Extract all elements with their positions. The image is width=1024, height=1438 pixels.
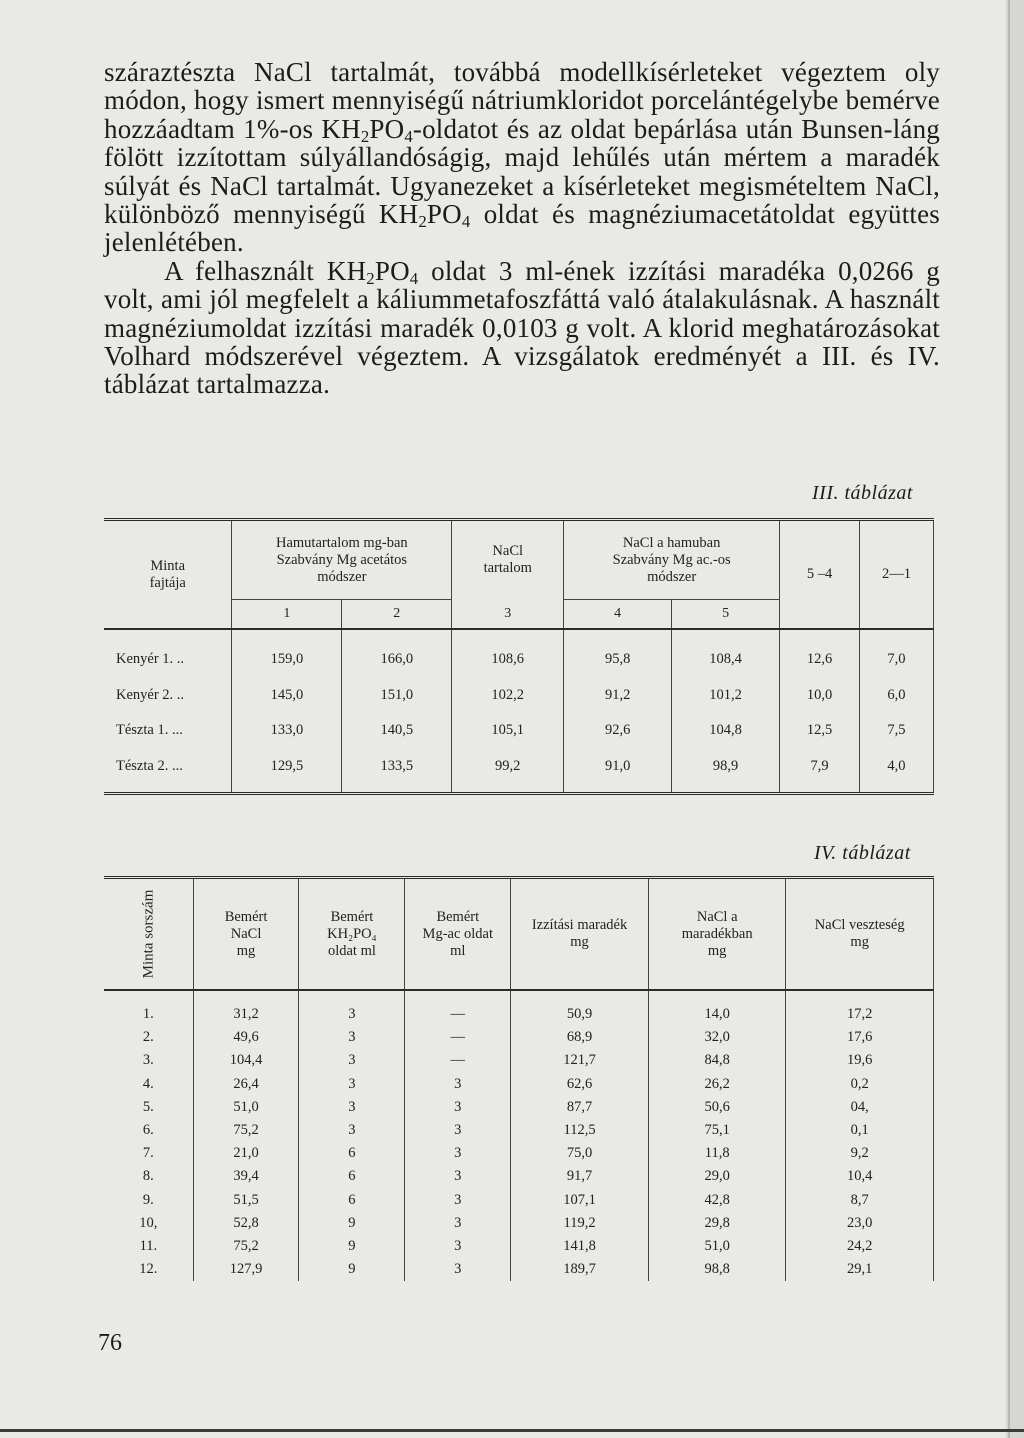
table-cell: 14,0: [648, 990, 785, 1026]
table-cell: 9,2: [786, 1142, 934, 1165]
text-segment: oldat és magnéziumacetátoldat együttes jelenlétében.: [104, 199, 941, 258]
table-cell: 121,7: [511, 1049, 649, 1072]
table-cell: 68,9: [511, 1026, 649, 1049]
row-serial: 10,: [139, 1214, 158, 1231]
header-mgac-weighed: Bemért Mg-ac oldat ml: [405, 878, 511, 991]
table-row: [104, 1235, 934, 1258]
table-cell: 50,6: [648, 1096, 785, 1119]
table-cell: 3: [299, 1049, 405, 1072]
table-row: [104, 1189, 934, 1212]
text-segment: PO: [369, 113, 405, 144]
table-cell: 108,6: [452, 629, 564, 678]
table-cell: 21,0: [193, 1142, 299, 1165]
subscript: 4: [409, 268, 419, 288]
row-serial: 11.: [139, 1237, 158, 1254]
table-cell: 10,4: [786, 1165, 934, 1188]
row-serial: 2.: [142, 1029, 154, 1046]
table-row: [104, 1165, 934, 1188]
table-cell: 9: [299, 1235, 405, 1258]
table-cell: 0,2: [786, 1073, 934, 1096]
text-segment: száraztészta NaCl tartalmát, továbbá modellkísérleteket végeztem oly módon, hogy ismert mennyiségű nátriumkloridot porcelántégelybe bemérve hozzáadtam 1%-os KH: [104, 57, 940, 144]
table-row: [104, 1049, 934, 1072]
table-row: [104, 1212, 934, 1235]
table-cell: 141,8: [511, 1235, 649, 1258]
table-cell: —: [405, 990, 511, 1026]
table-cell: 50,9: [511, 990, 649, 1026]
table-cell: 107,1: [511, 1189, 649, 1212]
table-cell: 166,0: [342, 629, 452, 678]
header-sample-type: Minta fajtája: [104, 520, 232, 630]
table-cell: 17,6: [786, 1026, 934, 1049]
table-cell: 101,2: [672, 678, 780, 714]
table-cell: 87,7: [511, 1096, 649, 1119]
subscript: 4: [404, 126, 413, 146]
header-kh2po4-weighed: Bemért KH₂PO₄ oldat ml: [299, 878, 405, 991]
table-row: [104, 1073, 934, 1096]
table-cell: 104,4: [193, 1049, 299, 1072]
table-cell: 3: [405, 1119, 511, 1142]
text-segment: oldat 3 ml-ének izzítási maradéka 0,0266 g volt, ami jól megfelelt a káliummetafoszfáttá való átalakulásnak. A használt magnéziumoldat izzítási maradék 0,0103 g volt. A klorid meghatározásokat Volhard módszerével végeztem. A vizsgálatok eredményét a III. és IV. táblázat tartalmazza.: [104, 255, 940, 400]
table-cell: 112,5: [511, 1119, 649, 1142]
table-cell: 6: [299, 1189, 405, 1212]
table-cell: 6: [299, 1165, 405, 1188]
table-row: [104, 1119, 934, 1142]
table-cell: 39,4: [193, 1165, 299, 1188]
table-cell: 105,1: [452, 713, 564, 749]
table-cell: 6,0: [859, 678, 933, 714]
header-diff-2-1: 2—1: [859, 520, 933, 630]
row-serial: 1.: [142, 1006, 154, 1023]
table-cell: 98,8: [648, 1258, 785, 1281]
table-iv: [104, 876, 934, 1281]
table-cell: 98,9: [672, 749, 780, 793]
table-cell: 11,8: [648, 1142, 785, 1165]
table-cell: 151,0: [342, 678, 452, 714]
table-row: [104, 629, 934, 678]
table-cell: 189,7: [511, 1258, 649, 1281]
subscript: 2: [366, 268, 375, 288]
table-cell: 04,: [786, 1096, 934, 1119]
table-cell: 23,0: [786, 1212, 934, 1235]
table-cell: 62,6: [511, 1073, 649, 1096]
table-cell: 6: [299, 1142, 405, 1165]
table-cell: 51,0: [648, 1235, 785, 1258]
table-cell: 75,2: [193, 1119, 299, 1142]
table-row: [104, 990, 934, 1026]
table-cell: 75,1: [648, 1119, 785, 1142]
table-iii-body: [104, 629, 934, 792]
table-cell: 7,0: [859, 629, 933, 678]
header-nacl-in-ash: NaCl a hamuban Szabvány Mg ac.-os módszer: [564, 520, 780, 600]
table-cell: 3: [299, 990, 405, 1026]
table-cell: 75,0: [511, 1142, 649, 1165]
table-caption: III. táblázat: [812, 482, 913, 504]
paragraph: [104, 58, 940, 257]
table-cell: 0,1: [786, 1119, 934, 1142]
table-iii: [104, 518, 934, 795]
table-cell: 140,5: [342, 713, 452, 749]
table-cell: 127,9: [193, 1258, 299, 1281]
row-serial: 4.: [142, 1075, 154, 1092]
row-serial: 6.: [142, 1122, 154, 1139]
table-cell: 24,2: [786, 1235, 934, 1258]
table-cell: 9: [299, 1212, 405, 1235]
header-nacl-content: NaCl tartalom: [452, 520, 564, 600]
table-row: [104, 1096, 934, 1119]
table-cell: 29,0: [648, 1165, 785, 1188]
subscript: 2: [360, 126, 370, 146]
col-number: 1: [232, 600, 342, 630]
table-cell: 31,2: [193, 990, 299, 1026]
table-cell: 102,2: [452, 678, 564, 714]
row-serial: 12.: [139, 1261, 158, 1278]
table-row: [104, 749, 934, 793]
table-cell: 108,4: [672, 629, 780, 678]
subscript: 2: [418, 212, 427, 232]
table-cell: 145,0: [232, 678, 342, 714]
table-row: [104, 1026, 934, 1049]
table-cell: 129,5: [232, 749, 342, 793]
row-serial: 8.: [142, 1168, 154, 1185]
table-cell: 26,2: [648, 1073, 785, 1096]
table-cell: 52,8: [193, 1212, 299, 1235]
table-cell: 32,0: [648, 1026, 785, 1049]
header-nacl-weighed: Bemért NaCl mg: [193, 878, 299, 991]
table-cell: 3: [405, 1165, 511, 1188]
table-cell: 8,7: [786, 1189, 934, 1212]
header-ash-content: Hamutartalom mg-ban Szabvány Mg acetátos módszer: [232, 520, 452, 600]
table-cell: 3: [405, 1073, 511, 1096]
table-cell: 91,0: [564, 749, 672, 793]
table-cell: 29,1: [786, 1258, 934, 1281]
row-label: Kenyér 1. ..: [116, 651, 185, 668]
table-cell: 12,6: [780, 629, 860, 678]
table-cell: 3: [405, 1142, 511, 1165]
table-cell: 3: [405, 1096, 511, 1119]
row-label: Tészta 1. ...: [116, 722, 183, 739]
table-cell: 104,8: [672, 713, 780, 749]
text-segment: A felhasznált KH: [164, 255, 367, 286]
table-cell: 12,5: [780, 713, 860, 749]
row-serial: 3.: [142, 1052, 154, 1069]
table-cell: 49,6: [193, 1026, 299, 1049]
table-cell: 19,6: [786, 1049, 934, 1072]
page-number: 76: [98, 1330, 122, 1356]
table-cell: 75,2: [193, 1235, 299, 1258]
table-cell: 3: [299, 1026, 405, 1049]
table-cell: 17,2: [786, 990, 934, 1026]
page-edge-line: [1008, 0, 1010, 1438]
table-cell: 3: [405, 1258, 511, 1281]
header-serial: Minta sorszám: [104, 878, 193, 991]
row-serial: 5.: [142, 1098, 154, 1115]
table-cell: 91,2: [564, 678, 672, 714]
table-row: [104, 713, 934, 749]
table-cell: 133,5: [342, 749, 452, 793]
table-cell: 119,2: [511, 1212, 649, 1235]
table-cell: 3: [405, 1235, 511, 1258]
table-cell: —: [405, 1049, 511, 1072]
header-diff-5-4: 5 –4: [780, 520, 860, 630]
table-cell: 95,8: [564, 629, 672, 678]
row-label: Kenyér 2. ..: [116, 686, 185, 703]
text-segment: PO: [374, 255, 410, 286]
table-row: [104, 1142, 934, 1165]
table-cell: 7,9: [780, 749, 860, 793]
row-serial: 7.: [142, 1145, 154, 1162]
paragraph: [104, 257, 940, 399]
row-serial: 9.: [142, 1191, 154, 1208]
table-cell: 51,0: [193, 1096, 299, 1119]
table-cell: 84,8: [648, 1049, 785, 1072]
table-cell: 3: [299, 1096, 405, 1119]
table-cell: 3: [405, 1189, 511, 1212]
table-row: [104, 678, 934, 714]
table-cell: 29,8: [648, 1212, 785, 1235]
table-cell: 159,0: [232, 629, 342, 678]
table-row: [104, 1258, 934, 1281]
col-number: 2: [342, 600, 452, 630]
table-cell: 99,2: [452, 749, 564, 793]
table-iv-body: [104, 990, 934, 1281]
table-cell: 92,6: [564, 713, 672, 749]
bottom-rule: [0, 1429, 1024, 1432]
col-number: 4: [564, 600, 672, 630]
text-segment: PO: [426, 199, 462, 230]
text-segment: -oldatot és az oldat bepárlása után Bunsen-láng fölött izzítottam súlyállandóságig, majd lehűlés után mértem a maradék súlyát és NaCl tartalmát. Ugyanezeket a kísérleteket megismételtem NaCl, különböző mennyiségű KH: [104, 113, 940, 230]
table-cell: 51,5: [193, 1189, 299, 1212]
table-cell: 42,8: [648, 1189, 785, 1212]
table-cell: —: [405, 1026, 511, 1049]
header-nacl-loss: NaCl veszteség mg: [786, 878, 934, 991]
table-cell: 10,0: [780, 678, 860, 714]
header-ignition-residue: Izzítási maradék mg: [511, 878, 649, 991]
table-cell: 3: [405, 1212, 511, 1235]
table-cell: 3: [299, 1119, 405, 1142]
table-cell: 133,0: [232, 713, 342, 749]
header-nacl-residue: NaCl a maradékban mg: [648, 878, 785, 991]
table-cell: 4,0: [859, 749, 933, 793]
table-cell: 26,4: [193, 1073, 299, 1096]
table-cell: 91,7: [511, 1165, 649, 1188]
table-cell: 9: [299, 1258, 405, 1281]
body-text: [104, 58, 940, 399]
table-cell: 7,5: [859, 713, 933, 749]
col-number: 3: [452, 600, 564, 630]
row-label: Tészta 2. ...: [116, 757, 183, 774]
subscript: 4: [461, 212, 471, 232]
col-number: 5: [672, 600, 780, 630]
table-caption: IV. táblázat: [814, 842, 911, 864]
table-cell: 3: [299, 1073, 405, 1096]
